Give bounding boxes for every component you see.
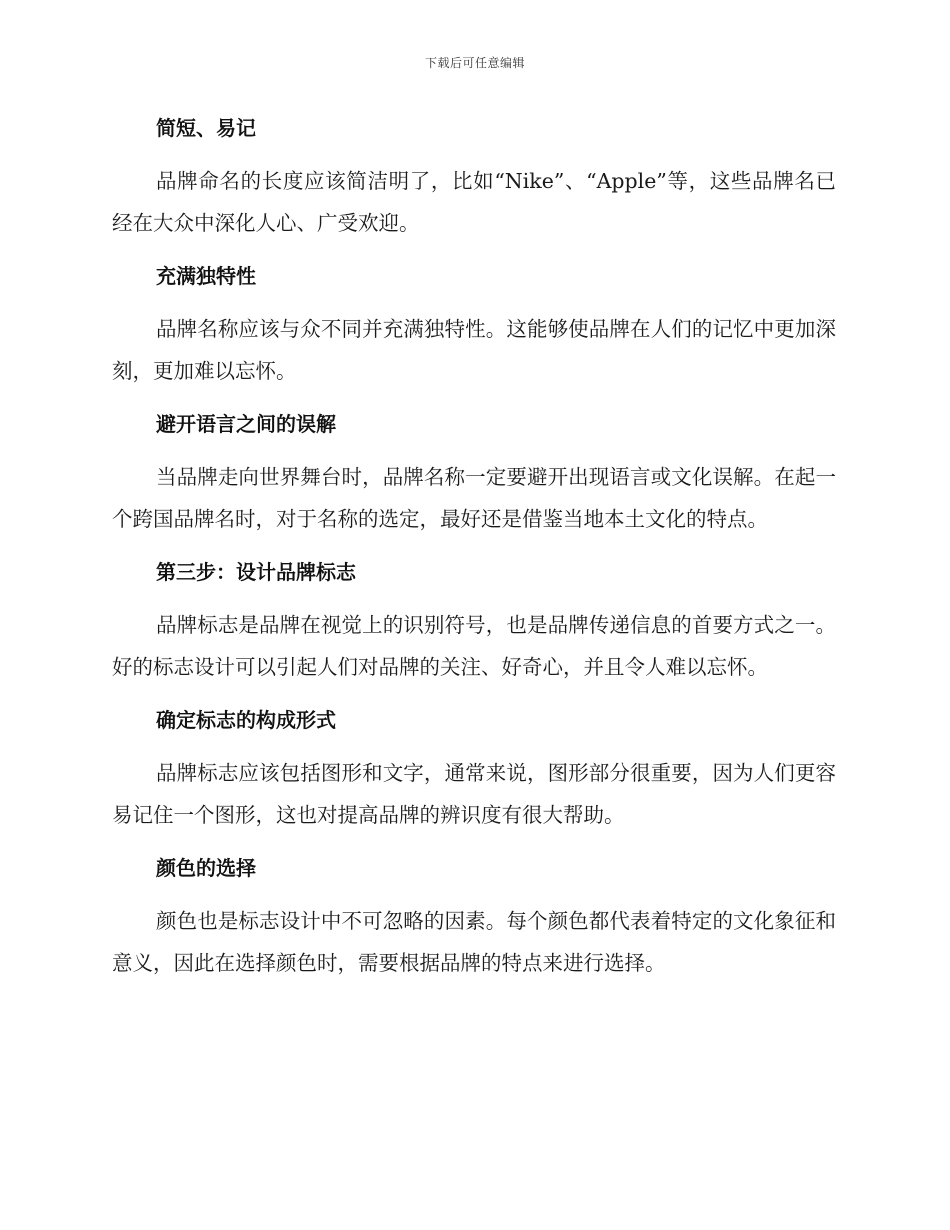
page-header: 下载后可任意编辑 [424, 56, 525, 70]
section-heading: 第三步：设计品牌标志 [156, 560, 356, 584]
body-paragraph: 品牌标志是品牌在视觉上的识别符号，也是品牌传递信息的首要方式之一。好的标志设计可以引起人们对品牌的关注、好奇心，并且令人难以忘怀。 [112, 613, 836, 679]
section-heading: 颜色的选择 [156, 856, 256, 880]
body-paragraph: 当品牌走向世界舞台时，品牌名称一定要避开出现语言或文化误解。在起一个跨国品牌名时，对于名称的选定，最好还是借鉴当地本土文化的特点。 [112, 465, 836, 531]
body-paragraph: 品牌标志应该包括图形和文字，通常来说，图形部分很重要，因为人们更容易记住一个图形，这也对提高品牌的辨识度有很大帮助。 [112, 761, 836, 827]
document-body [112, 108, 836, 996]
section-heading: 简短、易记 [156, 116, 256, 140]
body-paragraph: 品牌命名的长度应该简洁明了，比如“Nike”、“Apple”等，这些品牌名已经在大众中深化人心、广受欢迎。 [112, 169, 836, 235]
section-heading: 充满独特性 [156, 264, 256, 288]
section-heading: 避开语言之间的误解 [156, 412, 336, 436]
body-paragraph: 颜色也是标志设计中不可忽略的因素。每个颜色都代表着特定的文化象征和意义，因此在选择颜色时，需要根据品牌的特点来进行选择。 [112, 909, 836, 975]
section-heading: 确定标志的构成形式 [156, 708, 336, 732]
body-paragraph: 品牌名称应该与众不同并充满独特性。这能够使品牌在人们的记忆中更加深刻，更加难以忘怀。 [112, 317, 836, 383]
